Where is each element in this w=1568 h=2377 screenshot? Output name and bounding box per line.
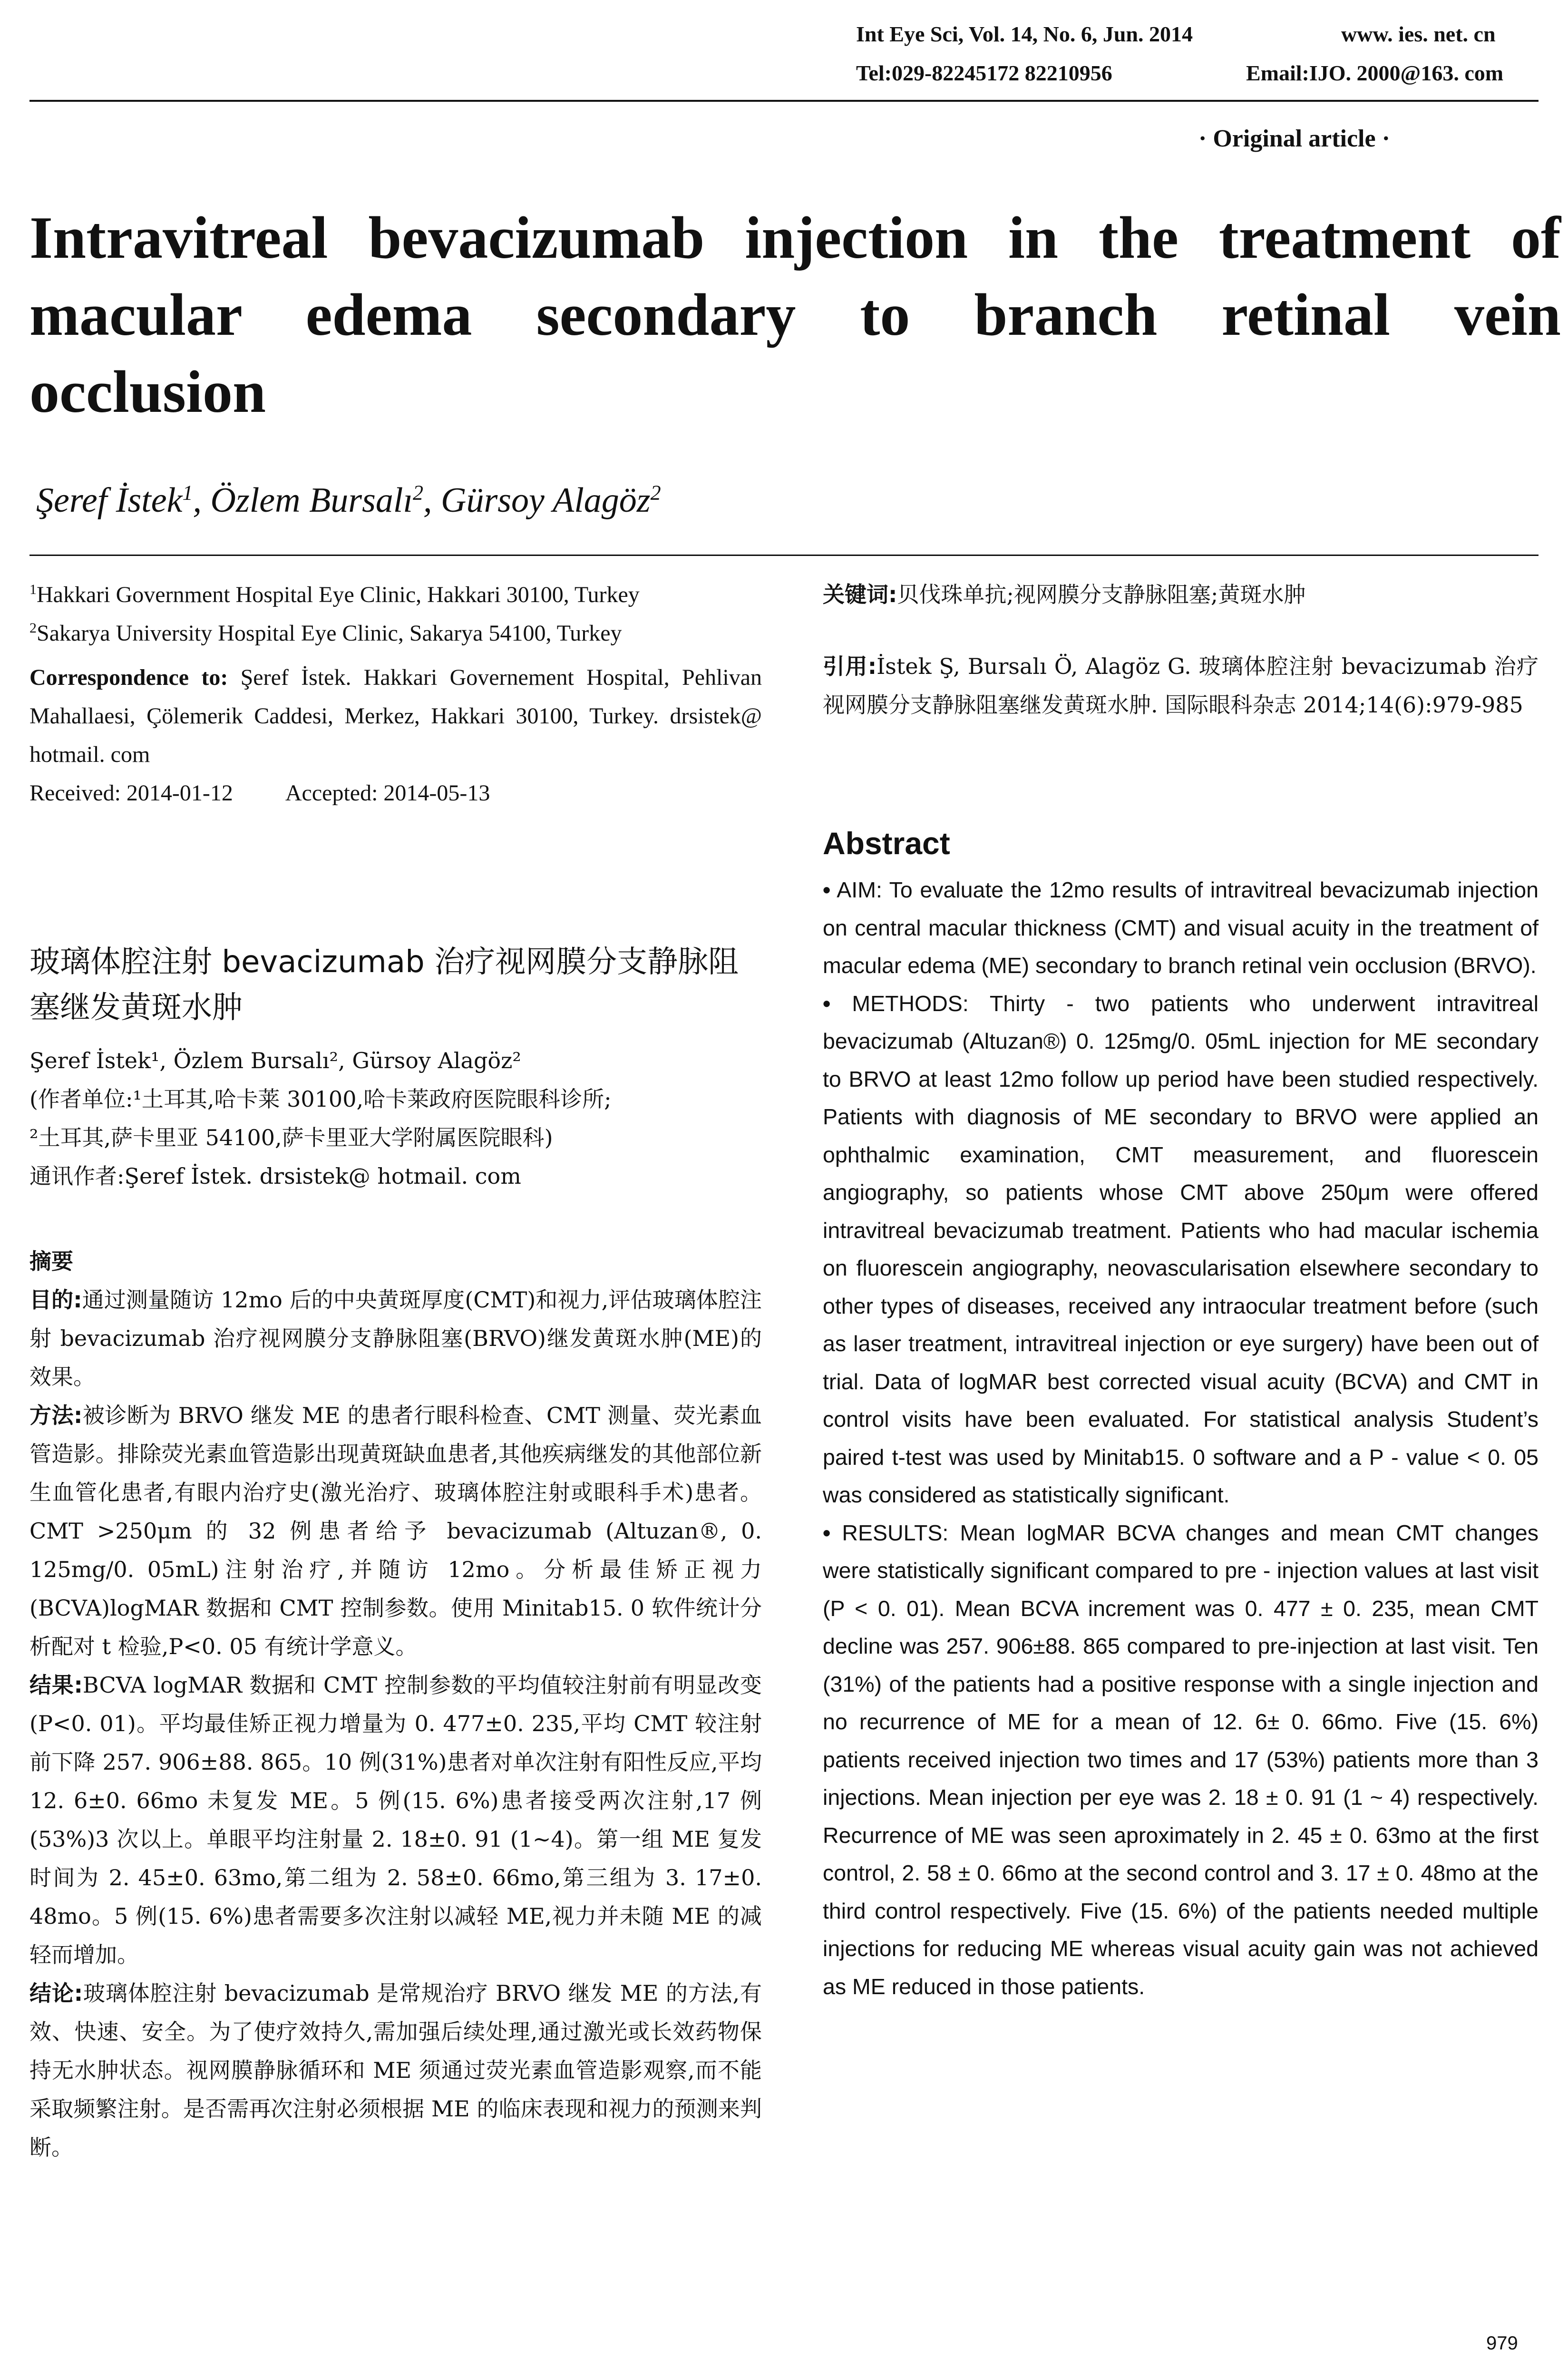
journal-tel: Tel:029-82245172 82210956 [856,61,1112,85]
author-name: Şeref İstek [36,481,183,520]
title-line-2: macular edema secondary to branch retinal vein [29,282,1561,348]
bullet-icon: • [823,877,831,902]
cn-citation: 引用:İstek Ş, Bursalı Ö, Alagöz G. 玻璃体腔注射 bevacizumab 治疗视网膜分支静脉阻塞继发黄斑水肿. 国际眼科杂志 2014;14(6):979-985 [823,653,1539,718]
affiliations-block [29,575,762,812]
cn-unit-line-1: (作者单位:¹土耳其,哈卡莱 30100,哈卡莱政府医院眼科诊所; [29,1086,612,1112]
cn-contact: 通讯作者:Şeref İstek. drsistek@ hotmail. com [29,1163,521,1189]
correspondence: Correspondence to: Şeref İstek. Hakkari Governement Hospital, Pehlivan Mahallaesi, Çölemerik Caddesi, Merkez, Hakkari 30100, Turkey. drsistek@ hotmail. com [29,665,762,767]
cn-conclusion: 结论:玻璃体腔注射 bevacizumab 是常规治疗 BRVO 继发 ME 的方法,有效、快速、安全。为了使疗效持久,需加强后续处理,通过激光或长效药物保持无水肿状态。视网膜静脉循环和 ME 须通过荧光素血管造影观察,而不能采取频繁注射。是否需再次注射必须根据 ME 的临床表现和视力的预测来判断。 [29,1980,762,2160]
journal-line: Int Eye Sci, Vol. 14, No. 6, Jun. 2014 [856,22,1193,46]
cn-results: 结果:BCVA logMAR 数据和 CMT 控制参数的平均值较注射前有明显改变(P<0. 01)。平均最佳矫正视力增量为 0. 477±0. 235,平均 CMT 较注射前下降 257. 906±88. 865。10 例(31%)患者对单次注射有阳性反应,平均 12. 6±0. 66mo 未复发 ME。5 例(15. 6%)患者接受两次注射,17 例(53%)3 次以上。单眼平均注射量 2. 18±0. 91 (1~4)。第一组 ME 复发时间为 2. 45±0. 63mo,第二组为 2. 58±0. 66mo,第三组为 3. 17±0. 48mo。5 例(15. 6%)患者需要多次注射以减轻 ME,视力并未随 ME 的减轻而增加。 [29,1672,762,1968]
author-rule [29,555,1539,556]
cn-unit-line-2: ²土耳其,萨卡里亚 54100,萨卡里亚大学附属医院眼科) [29,1125,553,1150]
affil-mark: 1 [182,481,193,505]
cn-authors: Şeref İstek¹, Özlem Bursalı², Gürsoy Alagöz² [29,1048,521,1073]
author-list: Şeref İstek$^1$, Özlem Bursalı$^2$, Gürsoy Alagöz$^2$ [36,481,661,520]
received-accepted: Received: 2014-01-12 Accepted: 2014-05-13 [29,780,490,806]
cn-author-block [29,1042,762,1196]
abstract-methods: • METHODS: Thirty - two patients who underwent intravitreal bevacizumab (Altuzan®) 0. 125mg/0. 05mL injection for ME secondary to BRVO at least 12mo follow up period have been studied respectively. Patients with diagnosis of ME secondary to BRVO were applied an ophthalmic examination, CMT measurement, and fluorescein angiography, so patients whose CMT above 250μm were offered intravitreal bevacizumab treatment. Patients who had macular ischemia on fluorescein angiography, neovascularisation elsewhere secondary to other types of diseases, received any intraocular treatment before (such as laser treatment, intravitreal injection or eye surgery) have been out of trial. Data of logMAR best corrected visual acuity (BCVA) and CMT in control visits have been evaluated. For statistical analysis Student’s paired t-test was used by Minitab15. 0 software and a P - value < 0. 05 was considered as statistically significant. [823,991,1539,1507]
cn-keywords: 关键词:贝伐珠单抗;视网膜分支静脉阻塞;黄斑水肿 [823,582,1306,607]
affil-mark: 2 [413,481,423,505]
article-type: · Original article · [1198,125,1390,152]
affiliation-1: $^1$Hakkari Government Hospital Eye Clinic, Hakkari 30100, Turkey [29,582,640,607]
cn-keywords-block [823,575,1539,724]
affil-mark: 2 [650,481,661,505]
bullet-icon: • [823,1520,831,1545]
journal-email[interactable]: Email:IJO. 2000@163. com [1246,61,1504,85]
author-name: Gürsoy Alagöz [441,481,651,520]
cn-title: 玻璃体腔注射 bevacizumab 治疗视网膜分支静脉阻塞继发黄斑水肿 [29,945,739,1025]
title-line-3: occlusion [29,359,266,425]
cn-abstract-label: 摘要 [29,1248,73,1274]
page-number: 979 [1486,2333,1518,2354]
cn-aim: 目的:通过测量随访 12mo 后的中央黄斑厚度(CMT)和视力,评估玻璃体腔注射 bevacizumab 治疗视网膜分支静脉阻塞(BRVO)继发黄斑水肿(ME)的效果。 [29,1287,762,1390]
cn-abstract [29,1242,762,2167]
journal-website[interactable]: www. ies. net. cn [1341,22,1496,46]
abstract-aim: • AIM: To evaluate the 12mo results of intravitreal bevacizumab injection on central macular thickness (CMT) and visual acuity in the treatment of macular edema (ME) secondary to branch retinal vein occlusion (BRVO). [823,877,1539,978]
abstract-heading: Abstract [823,826,950,861]
title-line-1: Intravitreal bevacizumab injection in the treatment of [29,205,1561,271]
author-name: Özlem Bursalı [210,481,413,520]
cn-methods: 方法:被诊断为 BRVO 继发 ME 的患者行眼科检查、CMT 测量、荧光素血管造影。排除荧光素血管造影出现黄斑缺血患者,其他疾病继发的其他部位新生血管化患者,有眼内治疗史(激光治疗、玻璃体腔注射或眼科手术)患者。CMT >250μm 的 32 例患者给予 bevacizumab (Altuzan®, 0. 125mg/0. 05mL)注射治疗,并随访 12mo。分析最佳矫正视力(BCVA)logMAR 数据和 CMT 控制参数。使用 Minitab15. 0 软件统计分析配对 t 检验,P<0. 05 有统计学意义。 [29,1403,762,1659]
affiliation-2: $^2$Sakarya University Hospital Eye Clinic, Sakarya 54100, Turkey [29,620,622,646]
abstract-results: • RESULTS: Mean logMAR BCVA changes and mean CMT changes were statistically significant compared to pre - injection values at last visit (P < 0. 01). Mean BCVA increment was 0. 477 ± 0. 235, mean CMT decline was 257. 906±88. 865 compared to pre-injection at last visit. Ten (31%) of the patients had a positive response with a single injection and no recurrence of ME for a mean of 12. 6± 0. 66mo. Five (15. 6%) patients received injection two times and 17 (53%) patients more than 3 injections. Mean injection per eye was 2. 18 ± 0. 91 (1 ~ 4) respectively. Recurrence of ME was seen aproximately in 2. 45 ± 0. 63mo at the first control, 2. 58 ± 0. 66mo at the second control and 3. 17 ± 0. 48mo at the third control respectively. Five (15. 6%) of the patients needed multiple injections for reducing ME whereas visual acuity gain was not achieved as ME reduced in those patients. [823,1520,1539,1999]
abstract-body [823,871,1539,2006]
article-title [29,200,1561,431]
bullet-icon: • [823,991,831,1016]
header-rule [29,100,1539,102]
